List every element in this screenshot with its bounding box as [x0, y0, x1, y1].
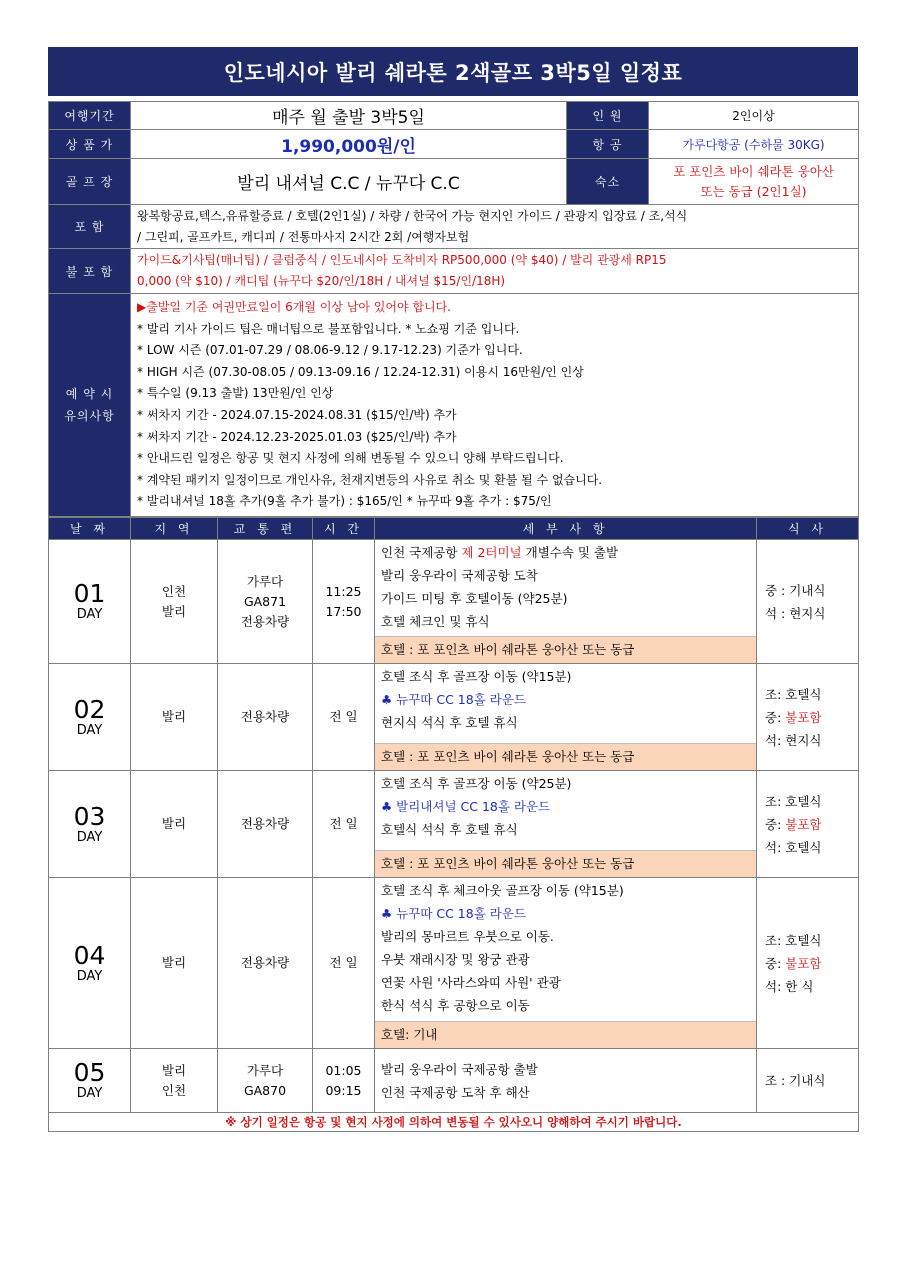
course-value: 발리 내셔널 C.C / 뉴꾸다 C.C: [131, 159, 567, 205]
detail-line: [375, 610, 756, 633]
meal-line: [757, 683, 858, 706]
schedule-table: [48, 517, 859, 1132]
meal-line: [757, 602, 858, 625]
hotel-value-line-2: 또는 동급 (2인1실): [700, 183, 807, 199]
hotel-line: 호텔 : 포 포인츠 바이 쉐라톤 웅아산 또는 동급: [375, 850, 756, 877]
day-cell: [49, 664, 131, 771]
region-text: 발리: [161, 1062, 187, 1078]
region-text: 발리: [161, 709, 187, 724]
detail-text: 연꽃 사원 '사라스와띠 사원' 관광: [381, 975, 561, 990]
detail-line: [375, 879, 756, 902]
day-number: 04: [73, 940, 106, 970]
meal-value: 호텔식: [785, 839, 822, 855]
region-cell: [131, 878, 218, 1049]
detail-line: [375, 711, 756, 734]
region-text: 발리: [161, 955, 187, 970]
meal-line: [757, 836, 858, 859]
meals-cell: [757, 1049, 859, 1113]
hotel-label: 숙소: [567, 159, 649, 205]
transport-text: 가루다: [246, 573, 284, 589]
notes-label: [49, 294, 131, 517]
day-row: [49, 878, 859, 1049]
meal-value: 호텔식: [785, 793, 822, 809]
header-time: 시 간: [313, 518, 375, 540]
exclude-line-2: 0,000 (약 $10) / 캐디팁 (뉴꾸다 $20/인/18H / 내셔널 $15/인/18H): [137, 274, 506, 288]
meal-line: [757, 790, 858, 813]
meal-label: 중:: [765, 709, 786, 725]
detail-text: 호텔식 석식 후 호텔 휴식: [381, 822, 518, 837]
note-item: * 계약된 패키지 일정이므로 개인사유, 천재지변등의 사유로 취소 및 환불 될 수 없습니다.: [137, 472, 603, 487]
notes-list: [131, 294, 859, 517]
day-cell: [49, 1049, 131, 1113]
detail-line: [375, 688, 756, 711]
footer-notice: ※ 상기 일정은 항공 및 현지 사정에 의하여 변동될 수 있사오니 양해하여 주시기 바랍니다.: [49, 1113, 859, 1132]
meal-value: 호텔식: [785, 932, 822, 948]
meal-value: 불포함: [785, 955, 822, 971]
golf-round: ♣ 뉴꾸따 CC 18홀 라운드: [381, 906, 526, 921]
schedule-header-row: [49, 518, 859, 540]
detail-line: [375, 1058, 756, 1081]
region-cell: [131, 1049, 218, 1113]
meals-cell: [757, 771, 859, 878]
meal-label: 중:: [765, 816, 786, 832]
people-value: 2인이상: [649, 102, 859, 130]
region-text: 발리: [161, 816, 187, 831]
detail-text: 호텔 조식 후 골프장 이동 (약25분): [381, 776, 572, 791]
transport-cell: [218, 878, 313, 1049]
meal-line: [757, 579, 858, 602]
meal-line: [757, 813, 858, 836]
meal-label: 조 :: [765, 1073, 790, 1088]
day-number: 02: [73, 694, 106, 724]
day-number: 01: [73, 579, 106, 608]
detail-line: [375, 587, 756, 610]
detail-line: [375, 772, 756, 795]
day-cell: [49, 771, 131, 878]
region-text: 인천: [161, 583, 187, 599]
details-cell: [375, 771, 757, 878]
meal-value: 현지식: [789, 605, 826, 621]
detail-line: [375, 665, 756, 688]
day-row: [49, 771, 859, 878]
meal-line: [757, 1069, 858, 1092]
detail-line: [375, 971, 756, 994]
transport-text: GA870: [243, 1082, 287, 1098]
header-region: 지 역: [131, 518, 218, 540]
detail-text: 우붓 재래시장 및 왕궁 관광: [381, 952, 530, 967]
time-text: 11:25: [325, 583, 362, 599]
transport-text: 전용차량: [240, 613, 290, 629]
detail-line: [375, 1081, 756, 1104]
notes-label-line-2: 유의사항: [64, 409, 115, 423]
transport-text: 가루다: [246, 1062, 284, 1078]
detail-text: 인천 국제공항 도착 후 해산: [381, 1084, 530, 1100]
detail-text: 인천 국제공항: [381, 545, 462, 560]
details-cell: [375, 540, 757, 664]
detail-line: [375, 948, 756, 971]
detail-text: 발리 웅우라이 국제공항 도착: [381, 568, 538, 583]
note-item: * 특수일 (9.13 출발) 13만원/인 인상: [137, 386, 334, 401]
detail-line: [375, 994, 756, 1017]
meals-cell: [757, 878, 859, 1049]
transport-cell: [218, 771, 313, 878]
meal-line: [757, 952, 858, 975]
hotel-value: [649, 159, 859, 205]
details-cell: [375, 878, 757, 1049]
hotel-line: 호텔 : 포 포인츠 바이 쉐라톤 웅아산 또는 동급: [375, 636, 756, 663]
meal-label: 조:: [765, 793, 786, 809]
golf-round: ♣ 발리내셔널 CC 18홀 라운드: [381, 799, 551, 814]
info-table: [48, 101, 859, 517]
people-label: 인 원: [567, 102, 649, 130]
detail-line: [375, 564, 756, 587]
note-item: * 발리 기사 가이드 팁은 매너팁으로 불포함입니다. * 노쇼핑 기준 입니다.: [137, 321, 520, 336]
transport-text: 전용차량: [240, 955, 290, 970]
note-item: * HIGH 시즌 (07.30-08.05 / 09.13-09.16 / 12.24-12.31) 이용시 16만원/인 인상: [137, 364, 584, 379]
transport-cell: [218, 1049, 313, 1113]
header-meals: 식 사: [757, 518, 859, 540]
meal-label: 중 :: [765, 582, 790, 598]
region-text: 인천: [161, 1082, 187, 1098]
time-cell: [313, 664, 375, 771]
page-title: 인도네시아 발리 쉐라톤 2색골프 3박5일 일정표: [48, 47, 858, 96]
airline-label: 항 공: [567, 130, 649, 159]
meal-value: 현지식: [785, 732, 822, 748]
meals-cell: [757, 664, 859, 771]
exclude-label: 불 포 함: [49, 249, 131, 294]
meal-label: 석 :: [765, 605, 790, 621]
meal-line: [757, 975, 858, 998]
period-value: 매주 월 출발 3박5일: [131, 102, 567, 130]
golf-round: ♣ 뉴꾸따 CC 18홀 라운드: [381, 692, 526, 707]
details-cell: [375, 664, 757, 771]
day-number: 03: [73, 801, 106, 831]
include-line-1: 왕복항공료,텍스,유류할증료 / 호텔(2인1실) / 차량 / 한국어 가능 현지인 가이드 / 관광지 입장료 / 조,석식: [137, 208, 688, 223]
detail-line: [375, 902, 756, 925]
detail-text: 개별수속 및 출발: [521, 545, 619, 560]
day-word: DAY: [76, 607, 103, 622]
day-number: 05: [73, 1058, 106, 1087]
day-row: [49, 540, 859, 664]
hotel-line: 호텔 : 포 포인츠 바이 쉐라톤 웅아산 또는 동급: [375, 743, 756, 770]
include-label: 포 함: [49, 205, 131, 249]
note-item: * 써차지 기간 - 2024.07.15-2024.08.31 ($15/인/박) 추가: [137, 408, 457, 422]
time-text: 전 일: [329, 816, 358, 831]
time-text: 전 일: [329, 955, 358, 970]
details-cell: [375, 1049, 757, 1113]
price-value: 1,990,000원/인: [131, 130, 567, 159]
meal-value: 기내식: [789, 582, 826, 598]
detail-text: 발리 웅우라이 국제공항 출발: [381, 1061, 538, 1077]
include-value: [131, 205, 859, 249]
meal-label: 석:: [765, 839, 786, 855]
hotel-line: 호텔: 기내: [375, 1021, 756, 1048]
meal-value: 불포함: [785, 709, 822, 725]
meal-label: 석:: [765, 978, 786, 994]
time-cell: [313, 878, 375, 1049]
header-date: 날 짜: [49, 518, 131, 540]
region-cell: [131, 771, 218, 878]
detail-line: [375, 818, 756, 841]
detail-text: 발리의 몽마르트 우붓으로 이동.: [381, 929, 554, 944]
meals-cell: [757, 540, 859, 664]
meal-label: 중:: [765, 955, 786, 971]
meal-line: [757, 706, 858, 729]
day-row: [49, 664, 859, 771]
detail-highlight: 제 2터미널: [461, 545, 522, 560]
exclude-value: [131, 249, 859, 294]
notes-label-line-1: 예 약 시: [65, 387, 114, 401]
day-word: DAY: [76, 968, 103, 984]
detail-text: 호텔 조식 후 골프장 이동 (약15분): [381, 669, 572, 684]
period-label: 여행기간: [49, 102, 131, 130]
meal-value: 호텔식: [785, 686, 822, 702]
include-line-2: / 그린피, 골프카트, 캐디피 / 전통마사지 2시간 2회 /여행자보험: [137, 229, 470, 244]
transport-cell: [218, 664, 313, 771]
detail-text: 호텔 체크인 및 휴식: [381, 614, 490, 629]
detail-text: 호텔 조식 후 체크아웃 골프장 이동 (약15분): [381, 883, 624, 898]
detail-text: 현지식 석식 후 호텔 휴식: [381, 715, 518, 730]
meal-value: 불포함: [785, 816, 822, 832]
note-item: * 안내드린 일정은 항공 및 현지 사정에 의해 변동될 수 있으니 양해 부탁드립니다.: [137, 451, 564, 466]
detail-text: 가이드 미팅 후 호텔이동 (약25분): [381, 591, 568, 606]
time-cell: [313, 540, 375, 664]
header-transport: 교 통 편: [218, 518, 313, 540]
day-row: [49, 1049, 859, 1113]
note-item: * 써차지 기간 - 2024.12.23-2025.01.03 ($25/인/박) 추가: [137, 429, 457, 444]
header-details: 세 부 사 항: [375, 518, 757, 540]
transport-text: 전용차량: [240, 709, 290, 724]
meal-label: 조:: [765, 686, 786, 702]
meal-value: 기내식: [789, 1073, 826, 1088]
time-text: 전 일: [329, 709, 358, 724]
note-item: * 발리내셔널 18홀 추가(9홀 추가 불가) : $165/인 * 뉴꾸따 9홀 추가 : $75/인: [137, 494, 552, 509]
time-cell: [313, 771, 375, 878]
meal-label: 조:: [765, 932, 786, 948]
detail-line: [375, 925, 756, 948]
note-item: ▶출발일 기준 여권만료일이 6개월 이상 남아 있어야 합니다.: [137, 300, 451, 315]
region-text: 발리: [161, 603, 187, 619]
meal-line: [757, 929, 858, 952]
note-item: * LOW 시즌 (07.01-07.29 / 08.06-9.12 / 9.17-12.23) 기준가 입니다.: [137, 343, 523, 358]
exclude-line-1: 가이드&기사팁(매너팁) / 클럽중식 / 인도네시아 도착비자 RP500,000 (약 $40) / 발리 관광세 RP15: [137, 253, 667, 267]
day-cell: [49, 878, 131, 1049]
day-word: DAY: [76, 829, 103, 845]
price-label: 상 품 가: [49, 130, 131, 159]
day-word: DAY: [76, 1086, 103, 1101]
meal-value: 한 식: [785, 978, 814, 994]
meal-label: 석:: [765, 732, 786, 748]
time-text: 09:15: [325, 1082, 362, 1098]
detail-text: 한식 석식 후 공항으로 이동: [381, 998, 530, 1013]
day-word: DAY: [76, 722, 103, 738]
transport-text: GA871: [243, 593, 287, 609]
time-text: 17:50: [325, 603, 362, 619]
day-cell: [49, 540, 131, 664]
airline-value: 가루다항공 (수하물 30KG): [649, 130, 859, 159]
transport-cell: [218, 540, 313, 664]
transport-text: 전용차량: [240, 816, 290, 831]
course-label: 골 프 장: [49, 159, 131, 205]
detail-line: [375, 541, 756, 564]
time-text: 01:05: [325, 1062, 362, 1078]
hotel-value-line-1: 포 포인츠 바이 쉐라톤 웅아산: [673, 163, 834, 179]
time-cell: [313, 1049, 375, 1113]
meal-line: [757, 729, 858, 752]
region-cell: [131, 664, 218, 771]
detail-line: [375, 795, 756, 818]
itinerary-sheet: [48, 47, 858, 1132]
region-cell: [131, 540, 218, 664]
